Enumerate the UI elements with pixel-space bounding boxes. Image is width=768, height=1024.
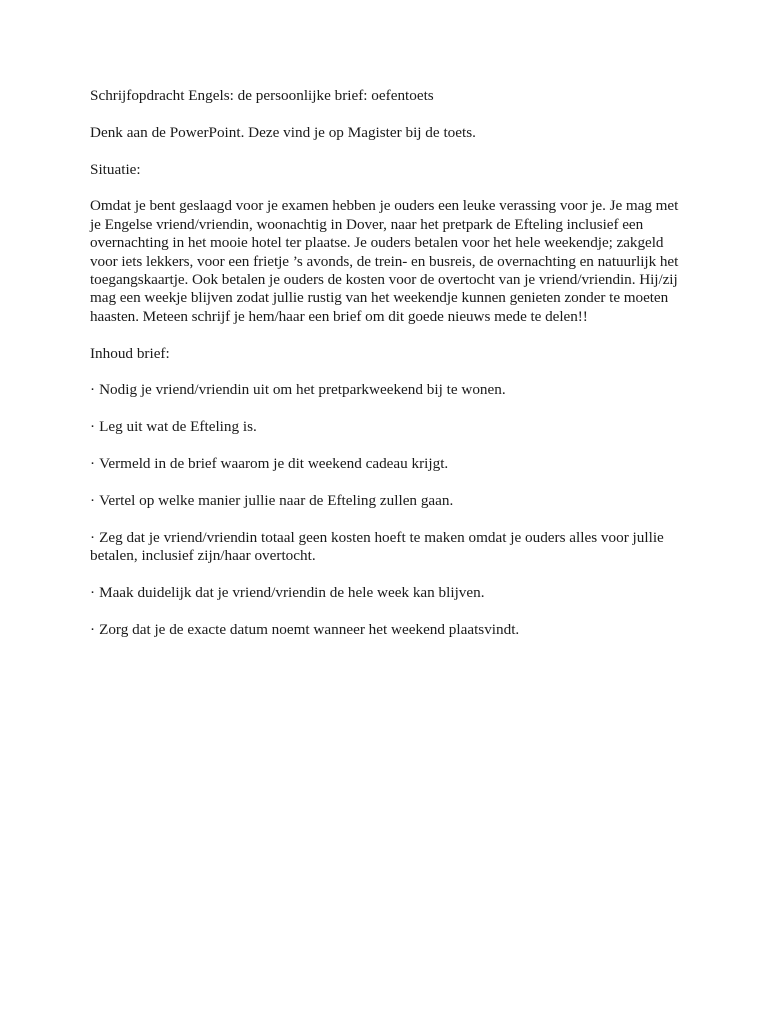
bullet-icon: · [90,418,96,436]
list-item [90,418,690,436]
bullet-icon: · [90,620,96,638]
list-item-text: Vertel op welke manier jullie naar de Efteling zullen gaan. [99,491,454,509]
list-item [90,584,690,602]
list-item-text: Vermeld in de brief waarom je dit weekend cadeau krijgt. [99,455,449,473]
document-title: Schrijfopdracht Engels: de persoonlijke brief: oefentoets [90,87,434,104]
content-heading: Inhoud brief: [90,344,170,362]
bullet-icon: · [90,381,96,399]
list-item-text: Maak duidelijk dat je vriend/vriendin de hele week kan blijven. [99,583,485,601]
document-content [90,87,690,657]
situation-text: Omdat je bent geslaagd voor je examen hebben je ouders een leuke verassing voor je. Je mag met je Engelse vriend/vriendin, woonachtig in Dover, naar het pretpark de Efteling inclusief een overnachting in het mooie hotel ter plaatse. Je ouders betalen voor het hele weekendje; zakgeld voor iets lekkers, voor een frietje ’s avonds, de trein- en busreis, de overnachting en natuurlijk het toegangskaartje. Ook betalen je ouders de kosten voor de overtocht van je vriend/vriendin. Hij/zij mag een weekje blijven zodat jullie rustig van het weekendje kunnen genieten zonder te moeten haasten. Meteen schrijf je hem/haar een brief om dit goede nieuws mede te delen!! [90,197,679,325]
list-item [90,381,690,399]
bullet-icon: · [90,528,96,546]
list-item-text: Zeg dat je vriend/vriendin totaal geen kosten hoeft te maken omdat je ouders alles voor jullie betalen, inclusief zijn/haar overtocht. [90,528,664,565]
list-item [90,529,690,566]
list-item [90,492,690,510]
list-item-text: Leg uit wat de Efteling is. [99,418,257,436]
list-item [90,455,690,473]
situation-heading: Situatie: [90,160,141,178]
list-item-text: Zorg dat je de exacte datum noemt wanneer het weekend plaatsvindt. [99,620,520,638]
list-item-text: Nodig je vriend/vriendin uit om het pretparkweekend bij te wonen. [99,381,506,399]
bullet-icon: · [90,491,96,509]
bullet-icon: · [90,455,96,473]
bullet-icon: · [90,583,96,601]
list-item [90,621,690,639]
assignment-list [90,381,690,639]
intro-text: Denk aan de PowerPoint. Deze vind je op Magister bij de toets. [90,123,476,141]
